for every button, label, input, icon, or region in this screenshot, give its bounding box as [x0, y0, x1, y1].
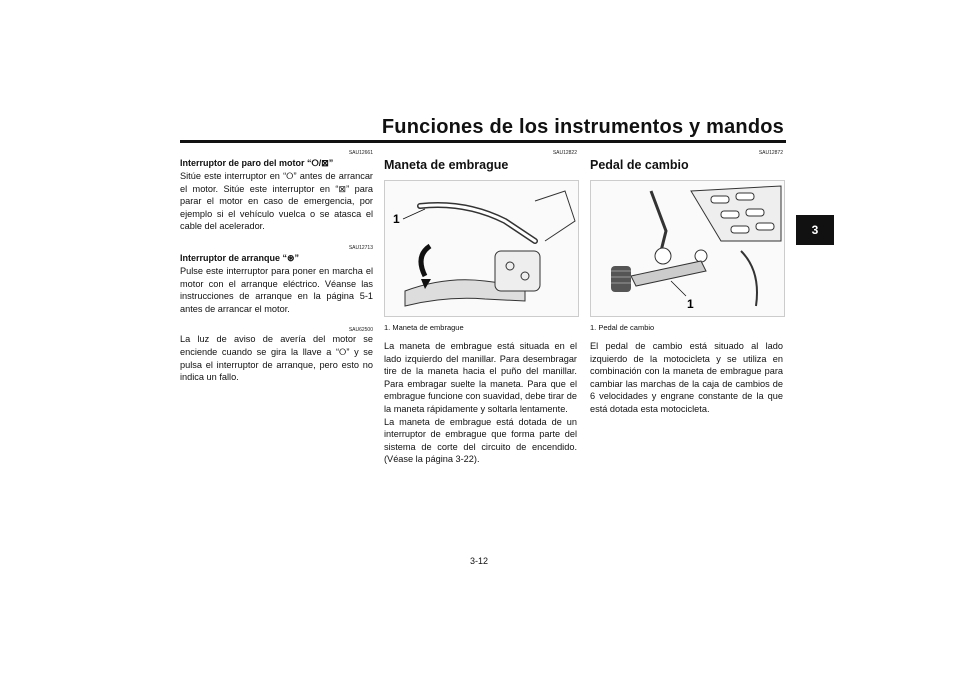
paragraph: La maneta de embrague está situada en el lado izquierdo del manillar. Para desembragar tire de la maneta hacia el puño del manillar. Para embragar suelte la maneta. Para que el embrague funcione con suavidad, debe tirar de la maneta rápidamente y soltarla lentamente.: [384, 341, 577, 414]
section-heading: Interruptor de paro del motor “⭘/⊠”: [180, 158, 334, 168]
section-code: SAU12661: [348, 150, 373, 156]
shift-pedal-illustration: [590, 180, 785, 317]
column-2: [384, 150, 577, 466]
section-heading: Maneta de embrague: [384, 158, 509, 172]
column-1: [180, 150, 373, 384]
paragraph: La maneta de embrague está dotada de un interruptor de embrague que forma parte del sistema de corte del circuito de encendido. (Véase la página 3-22).: [384, 416, 577, 465]
section-text: Pulse este interruptor para poner en marcha el motor con el arranque eléctrico. Véanse las instrucciones de arranque en la página 5-1 antes de arrancar el motor.: [180, 265, 373, 314]
section-text: Sitúe este interruptor en “⭘” antes de arrancar el motor. Sitúe este interruptor en “⊠” para parar el motor en caso de emergencia, por ejemplo si el vehículo vuelca o se atasca el cable del acelerador.: [180, 171, 373, 232]
chapter-tab: 3: [796, 215, 834, 245]
page-number: 3-12: [470, 556, 489, 566]
column-3: [590, 150, 783, 416]
figure-caption: 1. Maneta de embrague: [384, 323, 464, 332]
figure-caption: 1. Pedal de cambio: [590, 323, 655, 332]
section-code: SAU12872: [758, 150, 783, 156]
figure-callout: 1: [393, 212, 400, 226]
header-rule: [180, 140, 786, 143]
section-code: SAU62500: [348, 327, 373, 334]
section-text: La luz de aviso de avería del motor se enciende cuando se gira la llave a “⭘” y se pulsa el interruptor de arranque, pero esto no indica un fallo.: [180, 334, 373, 383]
section-code: SAU12822: [552, 150, 577, 156]
paragraph: El pedal de cambio está situado al lado izquierdo de la motocicleta y se utiliza en combinación con la maneta de embrague para cambiar las marchas de la caja de cambios de 6 velocidades y engrane constante de la que está dotada esta motocicleta.: [590, 341, 783, 414]
clutch-lever-illustration: [384, 180, 579, 317]
section-heading: Pedal de cambio: [590, 158, 689, 172]
section-code: SAU12713: [348, 244, 373, 251]
figure-callout: 1: [687, 297, 694, 311]
section-heading: Interruptor de arranque “⊛”: [180, 252, 300, 263]
page-title: Funciones de los instrumentos y mandos: [381, 116, 784, 138]
